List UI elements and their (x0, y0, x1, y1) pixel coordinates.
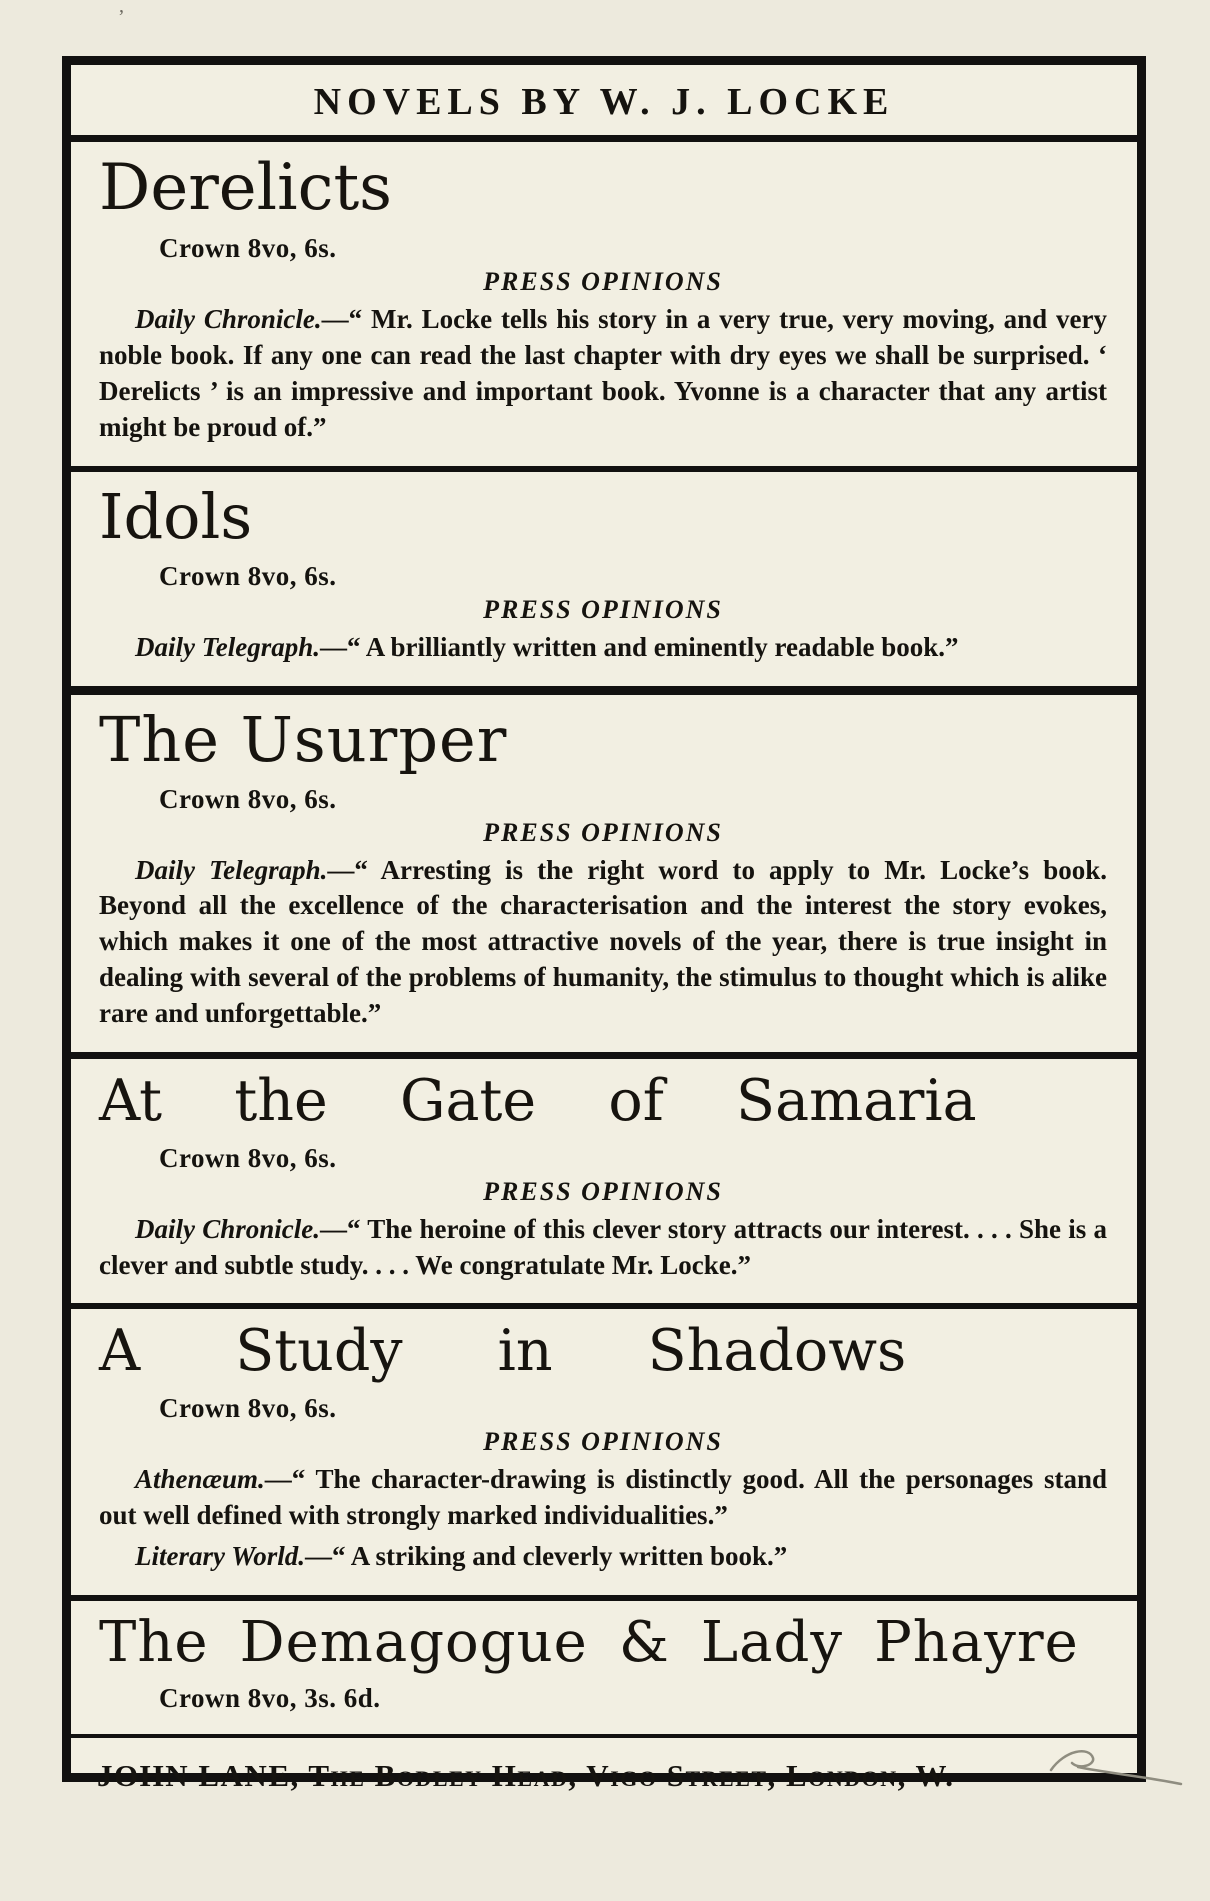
book-section-study-in-shadows (71, 1309, 1137, 1594)
quote-source: Daily Telegraph. (135, 854, 328, 885)
pencil-mark (1045, 1746, 1185, 1790)
book-title: A Study in Shadows (99, 1318, 907, 1385)
edition-line: Crown 8vo, 3s. 6d. (159, 1683, 381, 1714)
section-divider-double (71, 686, 1137, 695)
book-title: At the Gate of Samaria (99, 1068, 977, 1135)
quote-source: Daily Chronicle. (135, 304, 322, 335)
press-opinions-heading: PRESS OPINIONS (483, 817, 723, 847)
press-quote (99, 302, 1107, 446)
quote-text: —“ A striking and cleverly written book.” (305, 1540, 788, 1571)
book-title: The Usurper (99, 702, 508, 776)
quote-source: Daily Telegraph. (135, 631, 320, 662)
quote-source: Athenæum. (135, 1463, 265, 1494)
press-opinions-heading: PRESS OPINIONS (483, 594, 723, 624)
publisher-imprint-text: JOHN LANE, The Bodley Head, Vigo Street, London, W. (97, 1758, 955, 1794)
book-title: Idols (99, 479, 253, 553)
quote-text: —“ A brilliantly written and eminently readable book.” (320, 631, 959, 662)
press-quote (99, 1462, 1107, 1534)
book-section-derelicts (71, 142, 1137, 466)
book-section-usurper (71, 695, 1137, 1052)
page-title: NOVELS BY W. J. LOCKE (313, 81, 895, 123)
quote-text: —“ Arresting is the right word to apply to Mr. Locke’s book. Beyond all the excellence of the characterisation and the interest the story evokes, which makes it one of the most attractive novels of the year, there is true insight in dealing with several of the problems of humanity, the stimulus to thought which is alike rare and unforgettable.” (99, 854, 1107, 1029)
press-quote (99, 630, 1107, 666)
quote-text: —“ Mr. Locke tells his story in a very true, very moving, and very noble book. If any one can read the last chapter with dry eyes we shall be surprised. ‘ Derelicts ’ is an impressive and important book. Yvonne is a character that any artist might be proud of.” (99, 304, 1107, 442)
press-opinions-heading: PRESS OPINIONS (483, 1426, 723, 1456)
section-divider (71, 1052, 1137, 1059)
book-section-samaria (71, 1059, 1137, 1303)
quote-source: Daily Chronicle. (135, 1213, 320, 1244)
book-title: The Demagogue & Lady Phayre (99, 1609, 1079, 1675)
scan-speck: ’ (118, 6, 125, 28)
section-divider (71, 135, 1137, 142)
edition-line: Crown 8vo, 6s. (159, 233, 337, 264)
book-section-idols (71, 472, 1137, 686)
edition-line: Crown 8vo, 6s. (159, 1142, 337, 1173)
press-quote (99, 853, 1107, 1033)
press-opinions-heading: PRESS OPINIONS (483, 1176, 723, 1206)
publisher-imprint (71, 1738, 1137, 1816)
book-title: Derelicts (99, 151, 392, 225)
page-frame (62, 56, 1146, 1794)
press-quote (99, 1539, 1107, 1575)
quote-text: —“ The heroine of this clever story attracts our interest. . . . She is a clever and subtle study. . . . We congratulate Mr. Locke.” (99, 1213, 1107, 1280)
edition-line: Crown 8vo, 6s. (159, 783, 337, 814)
edition-line: Crown 8vo, 6s. (159, 560, 337, 591)
quote-text: —“ The character-drawing is distinctly good. All the personages stand out well defined with strongly marked individualities.” (99, 1463, 1107, 1530)
edition-line: Crown 8vo, 6s. (159, 1392, 337, 1423)
quote-source: Literary World. (135, 1540, 306, 1571)
book-section-demagogue (71, 1601, 1137, 1734)
imprint-block (71, 1734, 1137, 1816)
press-quote (99, 1212, 1107, 1284)
press-opinions-heading: PRESS OPINIONS (483, 267, 723, 297)
